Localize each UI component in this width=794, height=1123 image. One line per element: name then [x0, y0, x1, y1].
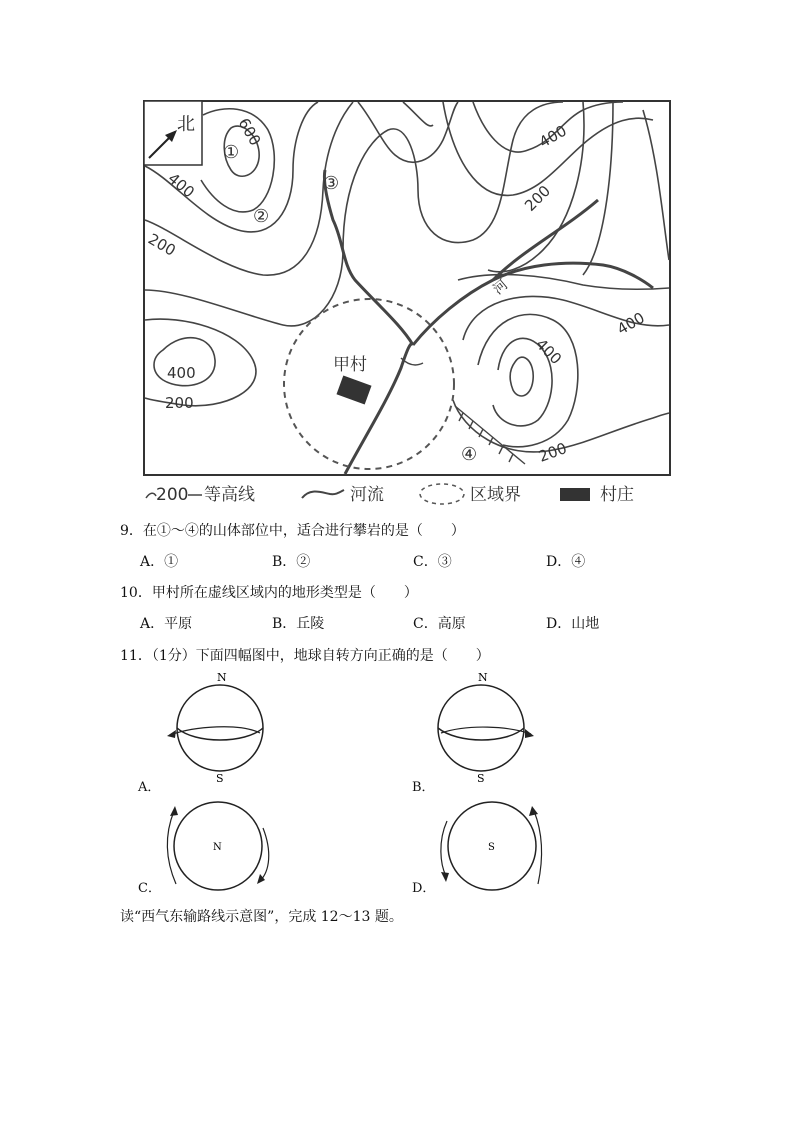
- contour-label: 200: [536, 439, 570, 466]
- q9-option-c[interactable]: C．③: [413, 554, 452, 570]
- river-legend-icon: [302, 490, 344, 498]
- question-9-stem: 9．在①～④的山体部位中，适合进行攀岩的是（ ）: [120, 523, 465, 539]
- contour-map: [143, 100, 671, 476]
- figure-c-label[interactable]: C．: [138, 881, 161, 896]
- contour-label: 400: [164, 169, 198, 202]
- q10-option-d[interactable]: D．山地: [546, 616, 600, 632]
- point-marker-2: ②: [253, 206, 270, 227]
- boundary-legend-icon: [420, 484, 464, 504]
- contour-label: 400: [532, 335, 566, 369]
- q9-option-b[interactable]: B．②: [272, 554, 311, 570]
- legend-river-text: 河流: [350, 485, 384, 505]
- svg-text:S: S: [477, 772, 485, 785]
- rotation-arrow-icon: [441, 872, 449, 882]
- svg-text:N: N: [217, 671, 227, 684]
- contour-label: 200: [145, 229, 179, 260]
- contour-label: 200: [521, 181, 555, 215]
- point-marker-4: ④: [461, 444, 478, 465]
- rotation-arrow-icon: [525, 729, 534, 738]
- legend-village-text: 村庄: [600, 485, 634, 505]
- north-label: 北: [177, 114, 195, 135]
- legend-contour-value: 200: [156, 485, 189, 505]
- svg-text:S: S: [216, 772, 224, 785]
- figure-d-globe: [422, 776, 562, 916]
- village-legend-icon: [560, 488, 590, 501]
- question-10-stem: 10．甲村所在虚线区域内的地形类型是（ ）: [120, 585, 418, 601]
- river-label: 河: [490, 276, 512, 299]
- contour-label: 600: [234, 115, 265, 149]
- legend-contour-text: 等高线: [204, 485, 255, 505]
- point-marker-3: ③: [323, 173, 340, 194]
- svg-text:N: N: [213, 842, 222, 853]
- legend-boundary-text: 区域界: [470, 485, 521, 505]
- contour-label: 400: [167, 364, 196, 382]
- contour-label: 200: [165, 394, 194, 412]
- figure-a-label[interactable]: A．: [138, 780, 161, 795]
- q10-option-a[interactable]: A．平原: [140, 616, 193, 632]
- q10-option-c[interactable]: C．高原: [413, 616, 466, 632]
- contour-label: 400: [614, 308, 648, 339]
- figure-b-label[interactable]: B．: [412, 780, 435, 795]
- reading-prompt: 读“西气东输路线示意图”，完成 12～13 题。: [120, 909, 403, 925]
- village-label: 甲村: [333, 355, 367, 375]
- rotation-arrow-icon: [529, 806, 538, 816]
- map-legend: [140, 478, 680, 510]
- svg-text:N: N: [478, 671, 488, 684]
- figure-c-globe: [150, 776, 290, 916]
- question-11-stem: 11．（1分）下面四幅图中，地球自转方向正确的是（ ）: [120, 648, 490, 664]
- contour-label: 400: [536, 121, 570, 152]
- point-marker-1: ①: [223, 142, 240, 163]
- rotation-arrow-icon: [167, 730, 176, 738]
- rotation-arrow-icon: [170, 806, 178, 816]
- q9-option-d[interactable]: D．④: [546, 554, 586, 570]
- figure-d-label[interactable]: D．: [412, 881, 436, 896]
- q9-option-a[interactable]: A．①: [140, 554, 179, 570]
- q10-option-b[interactable]: B．丘陵: [272, 616, 325, 632]
- svg-text:S: S: [488, 842, 495, 853]
